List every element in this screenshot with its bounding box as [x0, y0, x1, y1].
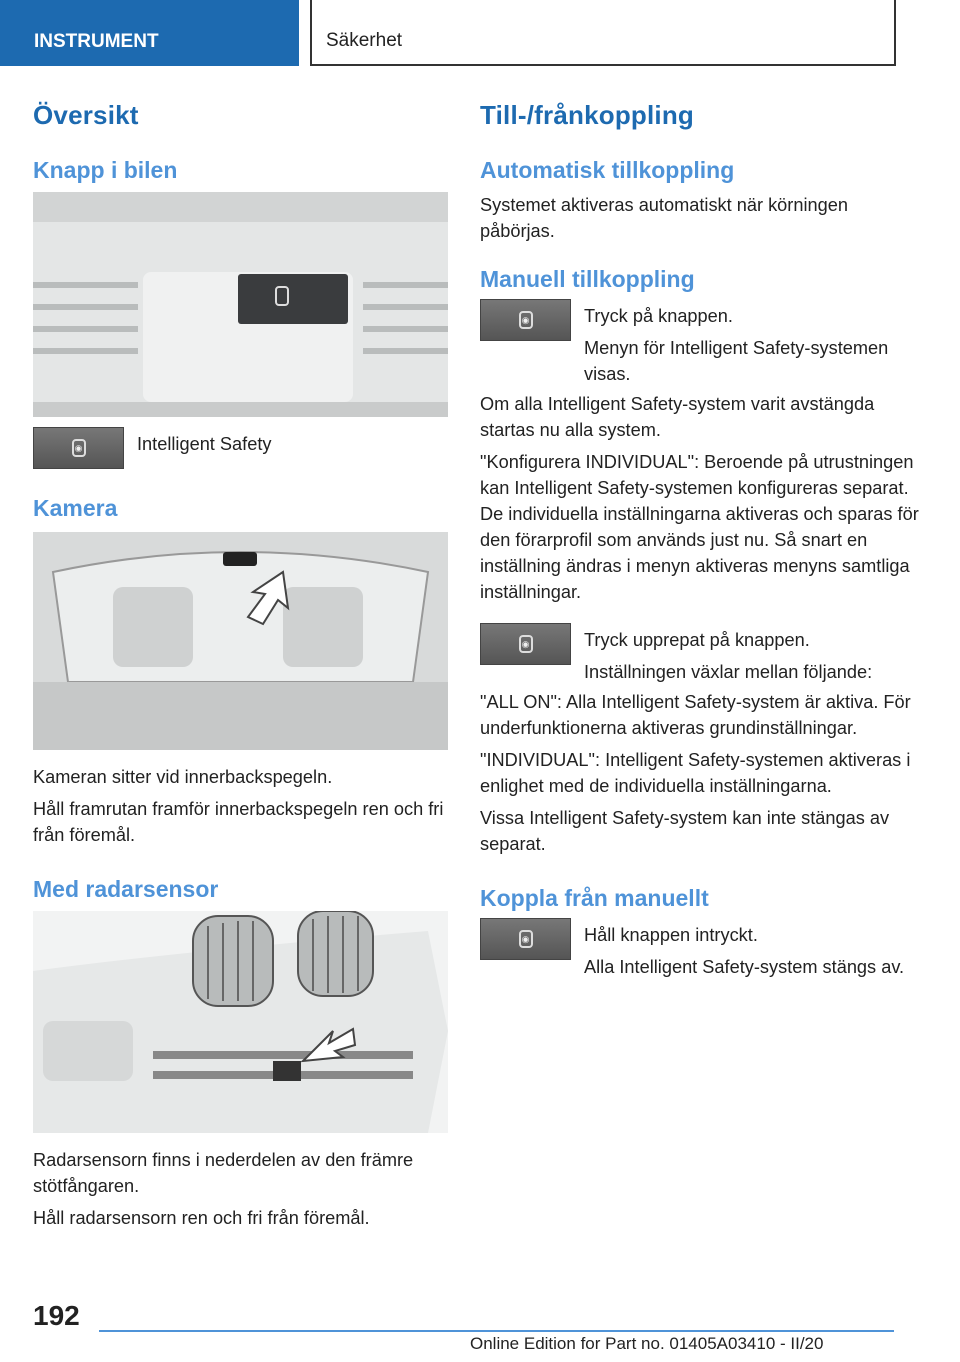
manual-step-1: Tryck på knappen.	[584, 306, 733, 326]
intelligent-safety-button-icon: ◉	[480, 918, 571, 960]
right-column	[480, 96, 920, 984]
left-column	[33, 96, 448, 1237]
off-step-2: Alla Intelligent Safety-system stängs av.	[584, 957, 905, 977]
radar-text-2: Håll radarsensorn ren och fri från föremål.	[33, 1208, 370, 1228]
heading-radar: Med radarsensor	[33, 876, 219, 902]
heading-button-in-car: Knapp i bilen	[33, 157, 178, 183]
camera-text-1: Kameran sitter vid innerbackspegeln.	[33, 767, 333, 787]
intelligent-safety-button-icon: ◉	[480, 299, 571, 341]
page-header	[0, 0, 960, 66]
section-tab[interactable]: INSTRUMENT	[0, 0, 299, 66]
individual-text: "INDIVIDUAL": Intelligent Safety-systemen aktiveras i enlighet med de individuella inställningarna.	[480, 750, 911, 796]
repeat-step-2: Inställningen växlar mellan följande:	[584, 662, 873, 682]
intelligent-safety-button-icon: ◉	[33, 427, 124, 469]
auto-text: Systemet aktiveras automatiskt när körningen påbörjas.	[480, 195, 848, 241]
manual-text-2: "Konfigurera INDIVIDUAL": Beroende på utrustningen kan Intelligent Safety-systemen konfigureras separat. De individuella inställningarna aktiveras och sparas för den förarprofil som används just nu. Så snart en inställning ändras i menyn aktiveras menyns samtliga inställningar.	[480, 452, 919, 602]
footer-divider	[99, 1330, 894, 1332]
button-caption: Intelligent Safety	[137, 434, 272, 454]
radar-sensor-photo	[33, 911, 448, 1133]
button-legend-row	[33, 431, 448, 469]
manual-step-2: Menyn för Intelligent Safety-systemen visas.	[584, 338, 889, 384]
repeat-step-1: Tryck upprepat på knappen.	[584, 630, 810, 650]
some-systems-text: Vissa Intelligent Safety-system kan inte stängas av separat.	[480, 808, 890, 854]
all-on-text: "ALL ON": Alla Intelligent Safety-system är aktiva. För underfunktionerna aktiveras grundinställningar.	[480, 692, 911, 738]
heading-on-off: Till-/frånkoppling	[480, 100, 694, 130]
page-number: 192	[33, 1300, 80, 1331]
heading-manual-on: Manuell tillkoppling	[480, 266, 695, 292]
dashboard-button-photo	[33, 192, 448, 417]
camera-text-2: Håll framrutan framför innerbackspegeln ren och fri från föremål.	[33, 799, 444, 845]
off-step-1: Håll knappen intryckt.	[584, 925, 758, 945]
camera-photo	[33, 532, 448, 750]
heading-camera: Kamera	[33, 495, 118, 521]
heading-overview: Översikt	[33, 100, 139, 130]
manual-step-row	[480, 303, 920, 387]
heading-manual-off: Koppla från manuellt	[480, 885, 709, 911]
chapter-tab[interactable]: Säkerhet	[310, 0, 896, 66]
off-step-row	[480, 922, 920, 980]
radar-text-1: Radarsensorn finns i nederdelen av den främre stötfångaren.	[33, 1150, 414, 1196]
manual-text-1: Om alla Intelligent Safety-system varit avstängda startas nu alla system.	[480, 394, 875, 440]
repeat-step-row	[480, 627, 920, 685]
heading-auto-on: Automatisk tillkoppling	[480, 157, 735, 183]
intelligent-safety-button-icon: ◉	[480, 623, 571, 665]
edition-text: Online Edition for Part no. 01405A03410 - II/20	[470, 1334, 824, 1353]
